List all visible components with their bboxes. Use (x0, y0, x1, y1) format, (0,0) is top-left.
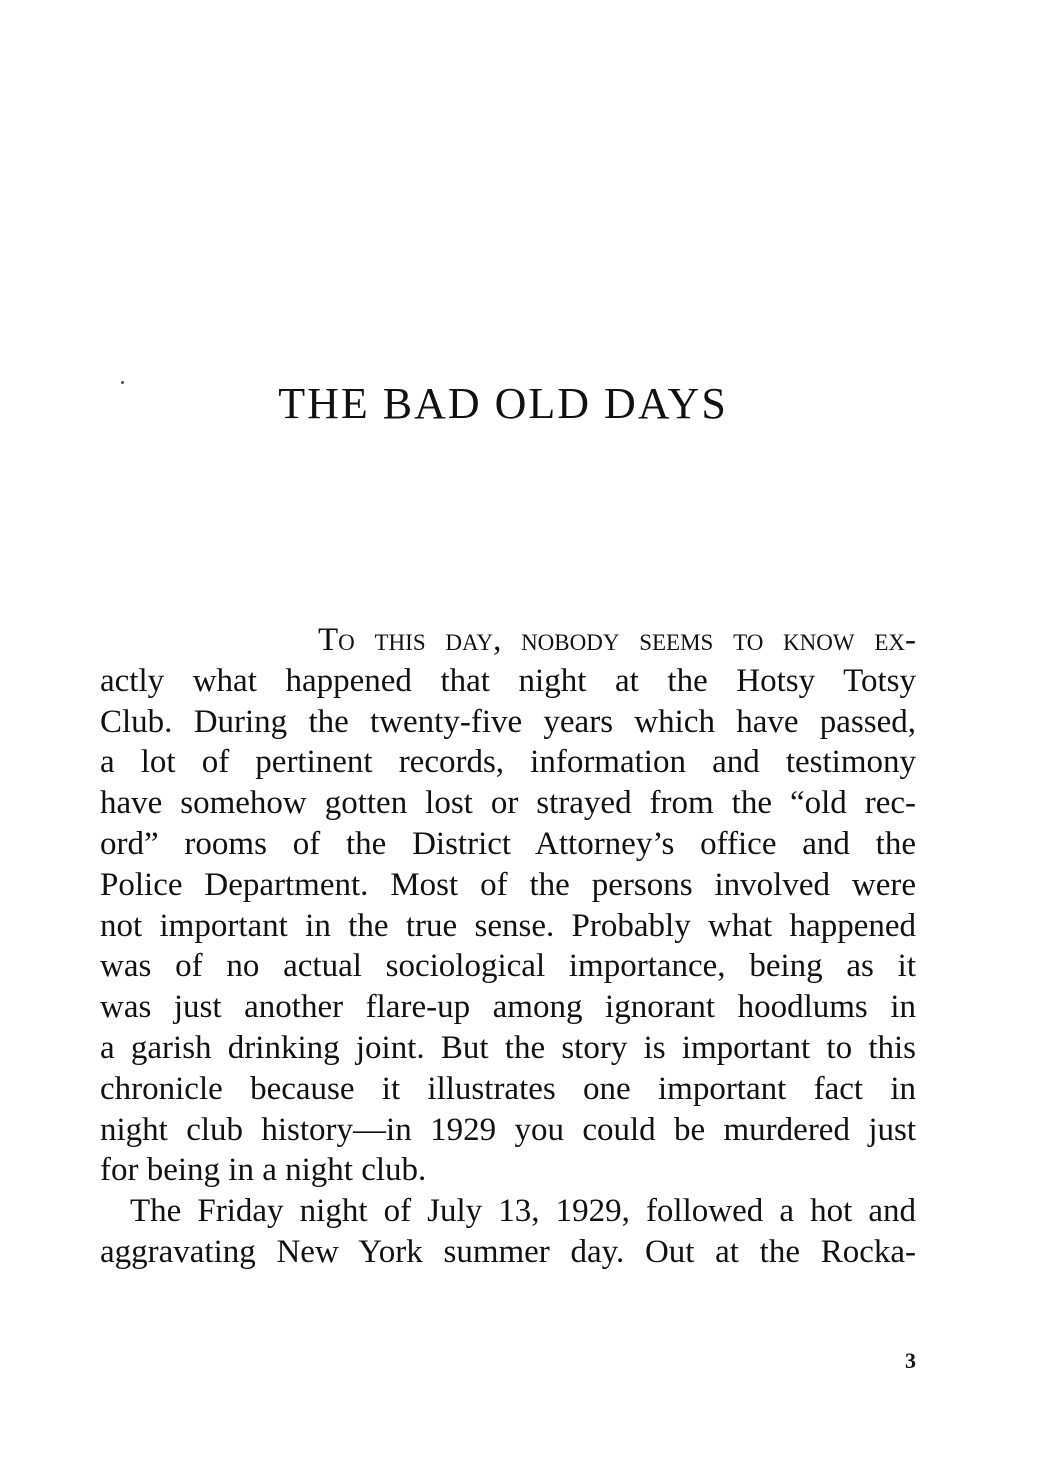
text-line: not important in the true sense. Probably what happened (100, 907, 916, 944)
text-line: for being in a night club. (100, 1152, 427, 1189)
text-line: a garish drinking joint. But the story is important to this (100, 1029, 916, 1066)
text-line: have somehow gotten lost or strayed from the “old rec- (100, 785, 916, 822)
text-line: actly what happened that night at the Hotsy Totsy (100, 662, 916, 699)
text-line: Club. During the twenty-five years which have passed, (100, 703, 916, 740)
chapter-title: THE BAD OLD DAYS (278, 379, 728, 428)
text-line: was of no actual sociological importance, being as it (100, 948, 916, 985)
text-line: a lot of pertinent records, information and testimony (100, 744, 916, 781)
text-line: ord” rooms of the District Attorney’s office and the (100, 825, 916, 862)
text-line: The Friday night of July 13, 1929, followed a hot and (130, 1193, 916, 1230)
body-text (100, 620, 916, 1273)
text-line: aggravating New York summer day. Out at the Rocka- (100, 1233, 916, 1270)
text-line: was just another flare-up among ignorant hoodlums in (100, 989, 916, 1026)
text-line: chronicle because it illustrates one important fact in (100, 1070, 916, 1107)
page-number: 3 (905, 1348, 916, 1373)
text-line: To this day, nobody seems to know ex- (318, 622, 916, 658)
text-line: night club history—in 1929 you could be murdered just (100, 1111, 916, 1148)
text-line: Police Department. Most of the persons involved were (100, 866, 916, 903)
